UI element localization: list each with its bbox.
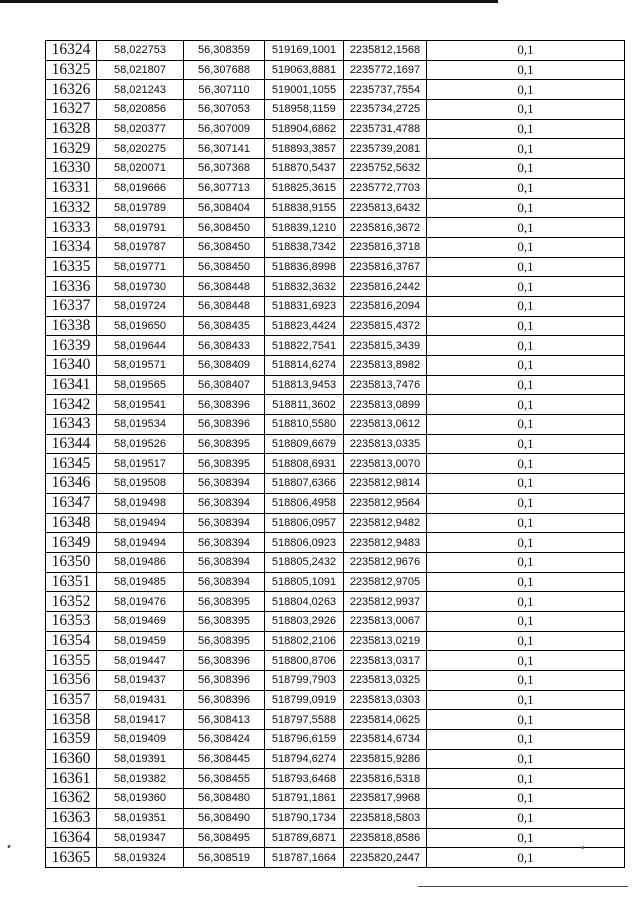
y-coordinate-cell: 2235812,9483 (344, 533, 427, 553)
accuracy-cell: 0,1 (427, 178, 625, 198)
point-number-cell: 16363 (46, 808, 97, 828)
point-number-cell: 16340 (46, 356, 97, 376)
table-row (46, 769, 625, 789)
y-coordinate-cell: 2235816,3767 (344, 257, 427, 277)
accuracy-cell: 0,1 (427, 474, 625, 494)
x-coordinate-cell: 518805,2432 (265, 552, 344, 572)
table-row (46, 119, 625, 139)
latitude-cell: 58,019787 (97, 237, 184, 257)
point-number-cell: 16338 (46, 316, 97, 336)
x-coordinate-cell: 519063,8881 (265, 60, 344, 80)
longitude-cell: 56,307053 (184, 100, 265, 120)
x-coordinate-cell: 519001,1055 (265, 80, 344, 100)
latitude-cell: 58,019494 (97, 513, 184, 533)
latitude-cell: 58,019534 (97, 415, 184, 435)
latitude-cell: 58,021243 (97, 80, 184, 100)
longitude-cell: 56,308480 (184, 789, 265, 809)
y-coordinate-cell: 2235813,0612 (344, 415, 427, 435)
longitude-cell: 56,308435 (184, 316, 265, 336)
point-number-cell: 16336 (46, 277, 97, 297)
y-coordinate-cell: 2235737,7554 (344, 80, 427, 100)
x-coordinate-cell: 518797,5588 (265, 710, 344, 730)
accuracy-cell: 0,1 (427, 454, 625, 474)
point-number-cell: 16361 (46, 769, 97, 789)
x-coordinate-cell: 518807,6366 (265, 474, 344, 494)
longitude-cell: 56,308413 (184, 710, 265, 730)
table-row (46, 671, 625, 691)
accuracy-cell: 0,1 (427, 100, 625, 120)
longitude-cell: 56,308394 (184, 552, 265, 572)
longitude-cell: 56,308395 (184, 592, 265, 612)
point-number-cell: 16337 (46, 296, 97, 316)
latitude-cell: 58,019437 (97, 671, 184, 691)
latitude-cell: 58,019476 (97, 592, 184, 612)
longitude-cell: 56,308445 (184, 749, 265, 769)
point-number-cell: 16333 (46, 218, 97, 238)
y-coordinate-cell: 2235813,0335 (344, 434, 427, 454)
accuracy-cell: 0,1 (427, 237, 625, 257)
point-number-cell: 16342 (46, 395, 97, 415)
longitude-cell: 56,308395 (184, 631, 265, 651)
accuracy-cell: 0,1 (427, 375, 625, 395)
latitude-cell: 58,019724 (97, 296, 184, 316)
point-number-cell: 16331 (46, 178, 97, 198)
table-row (46, 257, 625, 277)
longitude-cell: 56,307110 (184, 80, 265, 100)
point-number-cell: 16354 (46, 631, 97, 651)
bottom-rule (418, 886, 628, 887)
latitude-cell: 58,019382 (97, 769, 184, 789)
longitude-cell: 56,308394 (184, 474, 265, 494)
point-number-cell: 16344 (46, 434, 97, 454)
x-coordinate-cell: 518813,9453 (265, 375, 344, 395)
accuracy-cell: 0,1 (427, 690, 625, 710)
accuracy-cell: 0,1 (427, 80, 625, 100)
table-row (46, 139, 625, 159)
table-row (46, 336, 625, 356)
longitude-cell: 56,308448 (184, 277, 265, 297)
latitude-cell: 58,020856 (97, 100, 184, 120)
table-row (46, 690, 625, 710)
accuracy-cell: 0,1 (427, 533, 625, 553)
table-row (46, 592, 625, 612)
x-coordinate-cell: 518791,1861 (265, 789, 344, 809)
latitude-cell: 58,019789 (97, 198, 184, 218)
table-row (46, 356, 625, 376)
table-row (46, 296, 625, 316)
point-number-cell: 16353 (46, 611, 97, 631)
accuracy-cell: 0,1 (427, 749, 625, 769)
table-row (46, 415, 625, 435)
table-row (46, 730, 625, 750)
x-coordinate-cell: 518793,6468 (265, 769, 344, 789)
point-number-cell: 16330 (46, 159, 97, 179)
longitude-cell: 56,308404 (184, 198, 265, 218)
longitude-cell: 56,308396 (184, 671, 265, 691)
accuracy-cell: 0,1 (427, 198, 625, 218)
point-number-cell: 16332 (46, 198, 97, 218)
y-coordinate-cell: 2235734,2725 (344, 100, 427, 120)
y-coordinate-cell: 2235813,6432 (344, 198, 427, 218)
y-coordinate-cell: 2235817,9968 (344, 789, 427, 809)
x-coordinate-cell: 518958,1159 (265, 100, 344, 120)
latitude-cell: 58,019469 (97, 611, 184, 631)
x-coordinate-cell: 518825,3615 (265, 178, 344, 198)
x-coordinate-cell: 518794,6274 (265, 749, 344, 769)
longitude-cell: 56,308395 (184, 611, 265, 631)
table-row (46, 277, 625, 297)
latitude-cell: 58,019494 (97, 533, 184, 553)
scan-mark (7, 845, 10, 849)
table-row (46, 41, 625, 61)
table-row (46, 454, 625, 474)
y-coordinate-cell: 2235813,0067 (344, 611, 427, 631)
accuracy-cell: 0,1 (427, 710, 625, 730)
latitude-cell: 58,019351 (97, 808, 184, 828)
y-coordinate-cell: 2235813,0303 (344, 690, 427, 710)
point-number-cell: 16346 (46, 474, 97, 494)
top-rule (0, 0, 498, 3)
table-row (46, 159, 625, 179)
coordinates-table-body (46, 41, 625, 868)
longitude-cell: 56,308396 (184, 651, 265, 671)
longitude-cell: 56,308359 (184, 41, 265, 61)
table-row (46, 100, 625, 120)
x-coordinate-cell: 518839,1210 (265, 218, 344, 238)
accuracy-cell: 0,1 (427, 828, 625, 848)
point-number-cell: 16339 (46, 336, 97, 356)
table-row (46, 434, 625, 454)
accuracy-cell: 0,1 (427, 356, 625, 376)
table-row (46, 789, 625, 809)
x-coordinate-cell: 518904,6862 (265, 119, 344, 139)
accuracy-cell: 0,1 (427, 434, 625, 454)
y-coordinate-cell: 2235772,7703 (344, 178, 427, 198)
latitude-cell: 58,019650 (97, 316, 184, 336)
table-row (46, 316, 625, 336)
table-row (46, 828, 625, 848)
latitude-cell: 58,019431 (97, 690, 184, 710)
accuracy-cell: 0,1 (427, 651, 625, 671)
longitude-cell: 56,308394 (184, 493, 265, 513)
x-coordinate-cell: 518800,8706 (265, 651, 344, 671)
longitude-cell: 56,308395 (184, 434, 265, 454)
point-number-cell: 16365 (46, 848, 97, 868)
table-row (46, 80, 625, 100)
latitude-cell: 58,021807 (97, 60, 184, 80)
x-coordinate-cell: 518831,6923 (265, 296, 344, 316)
table-row (46, 493, 625, 513)
y-coordinate-cell: 2235816,3718 (344, 237, 427, 257)
table-row (46, 198, 625, 218)
x-coordinate-cell: 518893,3857 (265, 139, 344, 159)
x-coordinate-cell: 518814,6274 (265, 356, 344, 376)
longitude-cell: 56,307009 (184, 119, 265, 139)
accuracy-cell: 0,1 (427, 513, 625, 533)
accuracy-cell: 0,1 (427, 592, 625, 612)
x-coordinate-cell: 518838,9155 (265, 198, 344, 218)
x-coordinate-cell: 518838,7342 (265, 237, 344, 257)
x-coordinate-cell: 519169,1001 (265, 41, 344, 61)
latitude-cell: 58,019541 (97, 395, 184, 415)
longitude-cell: 56,308394 (184, 513, 265, 533)
y-coordinate-cell: 2235818,5803 (344, 808, 427, 828)
x-coordinate-cell: 518808,6931 (265, 454, 344, 474)
accuracy-cell: 0,1 (427, 277, 625, 297)
table-row (46, 651, 625, 671)
y-coordinate-cell: 2235816,2442 (344, 277, 427, 297)
latitude-cell: 58,020377 (97, 119, 184, 139)
longitude-cell: 56,308450 (184, 257, 265, 277)
x-coordinate-cell: 518810,5580 (265, 415, 344, 435)
table-row (46, 710, 625, 730)
accuracy-cell: 0,1 (427, 139, 625, 159)
latitude-cell: 58,019347 (97, 828, 184, 848)
point-number-cell: 16356 (46, 671, 97, 691)
point-number-cell: 16357 (46, 690, 97, 710)
point-number-cell: 16341 (46, 375, 97, 395)
point-number-cell: 16327 (46, 100, 97, 120)
accuracy-cell: 0,1 (427, 671, 625, 691)
latitude-cell: 58,020071 (97, 159, 184, 179)
x-coordinate-cell: 518787,1664 (265, 848, 344, 868)
point-number-cell: 16355 (46, 651, 97, 671)
point-number-cell: 16326 (46, 80, 97, 100)
point-number-cell: 16362 (46, 789, 97, 809)
table-row (46, 533, 625, 553)
y-coordinate-cell: 2235812,9705 (344, 572, 427, 592)
y-coordinate-cell: 2235815,9286 (344, 749, 427, 769)
x-coordinate-cell: 518799,7903 (265, 671, 344, 691)
table-row (46, 513, 625, 533)
point-number-cell: 16349 (46, 533, 97, 553)
y-coordinate-cell: 2235814,6734 (344, 730, 427, 750)
accuracy-cell: 0,1 (427, 257, 625, 277)
accuracy-cell: 0,1 (427, 119, 625, 139)
accuracy-cell: 0,1 (427, 316, 625, 336)
point-number-cell: 16328 (46, 119, 97, 139)
longitude-cell: 56,307141 (184, 139, 265, 159)
x-coordinate-cell: 518789,6871 (265, 828, 344, 848)
accuracy-cell: 0,1 (427, 415, 625, 435)
table-row (46, 808, 625, 828)
latitude-cell: 58,019409 (97, 730, 184, 750)
y-coordinate-cell: 2235812,9676 (344, 552, 427, 572)
y-coordinate-cell: 2235739,2081 (344, 139, 427, 159)
table-row (46, 375, 625, 395)
longitude-cell: 56,308394 (184, 533, 265, 553)
table-row (46, 218, 625, 238)
latitude-cell: 58,019498 (97, 493, 184, 513)
latitude-cell: 58,019571 (97, 356, 184, 376)
table-row (46, 572, 625, 592)
table-row (46, 749, 625, 769)
accuracy-cell: 0,1 (427, 730, 625, 750)
accuracy-cell: 0,1 (427, 572, 625, 592)
y-coordinate-cell: 2235812,9564 (344, 493, 427, 513)
x-coordinate-cell: 518822,7541 (265, 336, 344, 356)
latitude-cell: 58,019517 (97, 454, 184, 474)
longitude-cell: 56,308448 (184, 296, 265, 316)
point-number-cell: 16352 (46, 592, 97, 612)
x-coordinate-cell: 518806,0957 (265, 513, 344, 533)
longitude-cell: 56,308394 (184, 572, 265, 592)
y-coordinate-cell: 2235812,9814 (344, 474, 427, 494)
latitude-cell: 58,020275 (97, 139, 184, 159)
point-number-cell: 16350 (46, 552, 97, 572)
accuracy-cell: 0,1 (427, 789, 625, 809)
point-number-cell: 16359 (46, 730, 97, 750)
y-coordinate-cell: 2235813,0070 (344, 454, 427, 474)
point-number-cell: 16360 (46, 749, 97, 769)
point-number-cell: 16334 (46, 237, 97, 257)
table-row (46, 178, 625, 198)
table-row (46, 552, 625, 572)
accuracy-cell: 0,1 (427, 611, 625, 631)
latitude-cell: 58,019565 (97, 375, 184, 395)
coordinates-table (45, 40, 625, 868)
table-row (46, 60, 625, 80)
point-number-cell: 16324 (46, 41, 97, 61)
y-coordinate-cell: 2235812,1568 (344, 41, 427, 61)
x-coordinate-cell: 518806,4958 (265, 493, 344, 513)
latitude-cell: 58,019526 (97, 434, 184, 454)
y-coordinate-cell: 2235816,5318 (344, 769, 427, 789)
accuracy-cell: 0,1 (427, 60, 625, 80)
latitude-cell: 58,019791 (97, 218, 184, 238)
y-coordinate-cell: 2235816,2094 (344, 296, 427, 316)
latitude-cell: 58,019447 (97, 651, 184, 671)
y-coordinate-cell: 2235813,8982 (344, 356, 427, 376)
table-row (46, 395, 625, 415)
longitude-cell: 56,308490 (184, 808, 265, 828)
x-coordinate-cell: 518870,5437 (265, 159, 344, 179)
latitude-cell: 58,019508 (97, 474, 184, 494)
x-coordinate-cell: 518790,1734 (265, 808, 344, 828)
accuracy-cell: 0,1 (427, 769, 625, 789)
longitude-cell: 56,308450 (184, 218, 265, 238)
point-number-cell: 16358 (46, 710, 97, 730)
x-coordinate-cell: 518804,0263 (265, 592, 344, 612)
latitude-cell: 58,019459 (97, 631, 184, 651)
x-coordinate-cell: 518802,2106 (265, 631, 344, 651)
longitude-cell: 56,308424 (184, 730, 265, 750)
x-coordinate-cell: 518799,0919 (265, 690, 344, 710)
longitude-cell: 56,308455 (184, 769, 265, 789)
y-coordinate-cell: 2235812,9937 (344, 592, 427, 612)
y-coordinate-cell: 2235813,0219 (344, 631, 427, 651)
accuracy-cell: 0,1 (427, 552, 625, 572)
y-coordinate-cell: 2235820,2447 (344, 848, 427, 868)
longitude-cell: 56,308396 (184, 415, 265, 435)
point-number-cell: 16325 (46, 60, 97, 80)
y-coordinate-cell: 2235731,4788 (344, 119, 427, 139)
point-number-cell: 16343 (46, 415, 97, 435)
longitude-cell: 56,307713 (184, 178, 265, 198)
point-number-cell: 16329 (46, 139, 97, 159)
y-coordinate-cell: 2235812,9482 (344, 513, 427, 533)
point-number-cell: 16347 (46, 493, 97, 513)
accuracy-cell: 0,1 (427, 296, 625, 316)
x-coordinate-cell: 518803,2926 (265, 611, 344, 631)
accuracy-cell: 0,1 (427, 808, 625, 828)
longitude-cell: 56,308495 (184, 828, 265, 848)
y-coordinate-cell: 2235813,0317 (344, 651, 427, 671)
point-number-cell: 16351 (46, 572, 97, 592)
latitude-cell: 58,019391 (97, 749, 184, 769)
latitude-cell: 58,019771 (97, 257, 184, 277)
accuracy-cell: 0,1 (427, 493, 625, 513)
x-coordinate-cell: 518796,6159 (265, 730, 344, 750)
longitude-cell: 56,307368 (184, 159, 265, 179)
table-row (46, 631, 625, 651)
y-coordinate-cell: 2235752,5632 (344, 159, 427, 179)
point-number-cell: 16345 (46, 454, 97, 474)
x-coordinate-cell: 518805,1091 (265, 572, 344, 592)
latitude-cell: 58,019486 (97, 552, 184, 572)
latitude-cell: 58,019485 (97, 572, 184, 592)
x-coordinate-cell: 518832,3632 (265, 277, 344, 297)
x-coordinate-cell: 518811,3602 (265, 395, 344, 415)
table-row (46, 848, 625, 868)
accuracy-cell: 0,1 (427, 848, 625, 868)
x-coordinate-cell: 518806,0923 (265, 533, 344, 553)
x-coordinate-cell: 518809,6679 (265, 434, 344, 454)
y-coordinate-cell: 2235814,0625 (344, 710, 427, 730)
longitude-cell: 56,308519 (184, 848, 265, 868)
accuracy-cell: 0,1 (427, 159, 625, 179)
x-coordinate-cell: 518823,4424 (265, 316, 344, 336)
latitude-cell: 58,019730 (97, 277, 184, 297)
accuracy-cell: 0,1 (427, 336, 625, 356)
latitude-cell: 58,019417 (97, 710, 184, 730)
longitude-cell: 56,308395 (184, 454, 265, 474)
y-coordinate-cell: 2235813,7476 (344, 375, 427, 395)
table-row (46, 611, 625, 631)
longitude-cell: 56,308433 (184, 336, 265, 356)
longitude-cell: 56,308396 (184, 395, 265, 415)
longitude-cell: 56,308407 (184, 375, 265, 395)
y-coordinate-cell: 2235813,0899 (344, 395, 427, 415)
y-coordinate-cell: 2235816,3672 (344, 218, 427, 238)
y-coordinate-cell: 2235772,1697 (344, 60, 427, 80)
y-coordinate-cell: 2235815,3439 (344, 336, 427, 356)
longitude-cell: 56,308450 (184, 237, 265, 257)
latitude-cell: 58,019666 (97, 178, 184, 198)
y-coordinate-cell: 2235813,0325 (344, 671, 427, 691)
latitude-cell: 58,022753 (97, 41, 184, 61)
accuracy-cell: 0,1 (427, 395, 625, 415)
accuracy-cell: 0,1 (427, 41, 625, 61)
accuracy-cell: 0,1 (427, 218, 625, 238)
table-row (46, 474, 625, 494)
x-coordinate-cell: 518836,8998 (265, 257, 344, 277)
accuracy-cell: 0,1 (427, 631, 625, 651)
longitude-cell: 56,308409 (184, 356, 265, 376)
longitude-cell: 56,307688 (184, 60, 265, 80)
y-coordinate-cell: 2235818,8586 (344, 828, 427, 848)
table-row (46, 237, 625, 257)
point-number-cell: 16364 (46, 828, 97, 848)
latitude-cell: 58,019360 (97, 789, 184, 809)
point-number-cell: 16335 (46, 257, 97, 277)
y-coordinate-cell: 2235815,4372 (344, 316, 427, 336)
latitude-cell: 58,019324 (97, 848, 184, 868)
longitude-cell: 56,308396 (184, 690, 265, 710)
latitude-cell: 58,019644 (97, 336, 184, 356)
point-number-cell: 16348 (46, 513, 97, 533)
